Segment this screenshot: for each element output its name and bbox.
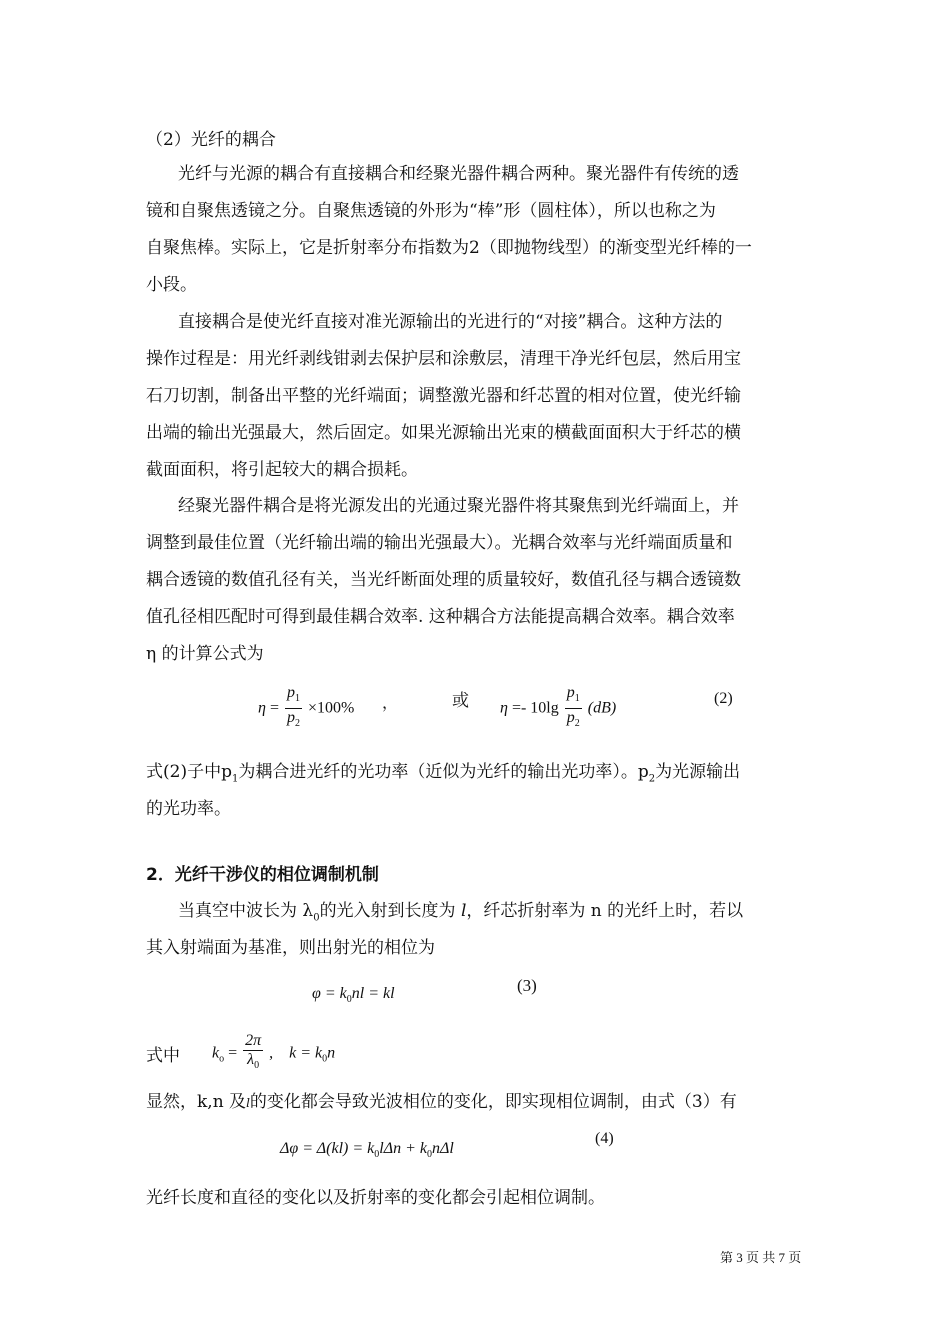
section-heading-phase-modulation: 2．光纤干涉仪的相位调制机制 [146, 865, 379, 885]
eq-comma: ， [382, 695, 399, 712]
paragraph-line: 值孔径相匹配时可得到最佳耦合效率. 这种耦合方法能提高耦合效率。耦合效率 [146, 607, 735, 627]
eq4-a: Δφ = Δ(kl) = k [280, 1140, 375, 1157]
eq-den: p [286, 709, 295, 727]
two-pi-fraction [243, 1032, 263, 1075]
k0: k [212, 1044, 220, 1062]
var-l: l [460, 901, 467, 921]
eq-tail-2: (dB) [587, 699, 617, 717]
lambda-sub: 0 [254, 1060, 260, 1072]
where-label: 式中 [146, 1046, 180, 1066]
paragraph-line: 经聚光器件耦合是将光源发出的光通过聚光器件将其聚焦到光纤端面上，并 [178, 496, 739, 516]
equation-phase-change [280, 1140, 454, 1160]
separator: , [269, 1044, 274, 1062]
equation-coupling-efficiency-db [500, 684, 616, 733]
k-n: n [327, 1044, 336, 1062]
page-number-footer: 第 3 页 共 7 页 [720, 1250, 802, 1265]
two-pi: 2π [245, 1032, 262, 1049]
lambda: λ [247, 1051, 255, 1068]
equation-number-2: (2) [714, 690, 733, 707]
paragraph-line: 小段。 [146, 275, 197, 295]
eq-equals: = [269, 699, 279, 717]
eq-num-2: p [566, 684, 575, 701]
eq-fraction-2 [565, 684, 582, 733]
eq-den-sub-2: 2 [574, 718, 580, 730]
var-p2: p [637, 762, 649, 782]
eq-eta: η [258, 699, 266, 717]
eq3-b: nl = kl [351, 985, 395, 1002]
var-p1-sub: 1 [231, 773, 239, 785]
paragraph-line: 出端的输出光强最大，然后固定。如果光源输出光束的横截面面积大于纤芯的横 [146, 423, 741, 443]
paragraph-line: 镜和自聚焦透镜之分。自聚焦透镜的外形为“棒”形（圆柱体），所以也称之为 [146, 201, 716, 221]
eq4-c: nΔl [431, 1140, 454, 1157]
var-p1: p [221, 762, 232, 782]
paragraph-line [146, 1091, 737, 1114]
paragraph-line: 光纤长度和直径的变化以及折射率的变化都会引起相位调制。 [146, 1188, 605, 1208]
paragraph-line: 操作过程是：用光纤剥线钳剥去保护层和涂敷层，清理干净光纤包层，然后用宝 [146, 349, 741, 369]
k-sub: 0 [322, 1053, 328, 1065]
paragraph-line: 其入射端面为基准，则出射光的相位为 [146, 938, 435, 958]
eq-den-2: p [566, 709, 575, 727]
equation-phase [312, 985, 395, 1005]
text: 的变化都会导致光波相位的变化，即实现相位调制，由式（3）有 [249, 1092, 737, 1112]
var-l: l [246, 1096, 250, 1110]
eq3-a: φ = k [312, 985, 347, 1002]
eq-equals: = [228, 1044, 238, 1062]
text: ，纤芯折射率为 n 的光纤上时，若以 [466, 901, 744, 921]
eq-den-sub: 2 [294, 718, 300, 730]
text: 式(2)子中 [146, 762, 222, 782]
equation-wave-number [212, 1032, 335, 1075]
eq4-b: lΔn + k [379, 1140, 427, 1157]
paragraph-line: η 的计算公式为 [146, 644, 264, 664]
paragraph-line: 调整到最佳位置（光纤输出端的输出光强最大）。光耦合效率与光纤端面质量和 [146, 533, 733, 553]
lambda-sub: 0 [313, 912, 320, 924]
paragraph-line: 直接耦合是使光纤直接对准光源输出的光进行的“对接”耦合。这种方法的 [178, 312, 723, 332]
eq-num-sub-2: 1 [574, 693, 580, 705]
paragraph-line: 石刀切割，制备出平整的光纤端面；调整激光器和纤芯置的相对位置，使光纤输 [146, 386, 741, 406]
paragraph-line: 截面面积，将引起较大的耦合损耗。 [146, 460, 418, 480]
equation-number-4: (4) [595, 1130, 614, 1147]
k-eq: k = k [289, 1044, 323, 1062]
eq4-sub2: 0 [426, 1149, 432, 1161]
eq-eta-2: η [500, 699, 508, 717]
text: 当真空中波长为 λ [178, 901, 314, 921]
eq-num-sub: 1 [294, 693, 300, 705]
paragraph-line: 的光功率。 [146, 799, 231, 819]
section-heading-coupling: （2）光纤的耦合 [146, 130, 276, 150]
paragraph-line [178, 900, 743, 929]
paragraph-line: 耦合透镜的数值孔径有关，当光纤断面处理的质量较好，数值孔径与耦合透镜数 [146, 570, 741, 590]
k0-sub: o [219, 1053, 225, 1065]
equation-coupling-efficiency [258, 684, 354, 733]
text: 显然，k,n 及 [146, 1092, 247, 1112]
eq-or: 或 [452, 691, 469, 711]
eq-num: p [286, 684, 295, 701]
eq-fraction [285, 684, 302, 733]
eq4-sub1: 0 [374, 1149, 380, 1161]
eq3-sub: 0 [346, 994, 352, 1006]
eq-rhs2: =- 10lg [511, 699, 559, 717]
equation-number-3: (3) [517, 976, 537, 995]
text: 的光入射到长度为 [319, 901, 461, 921]
eq-tail: ×100% [307, 699, 355, 717]
text: 为光源输出 [655, 762, 741, 782]
paragraph-line: 自聚焦棒。实际上，它是折射率分布指数为2（即抛物线型）的渐变型光纤棒的一 [146, 238, 752, 258]
var-p2-sub: 2 [648, 773, 656, 785]
paragraph-line [146, 761, 740, 790]
paragraph-line: 光纤与光源的耦合有直接耦合和经聚光器件耦合两种。聚光器件有传统的透 [178, 164, 739, 184]
text: 为耦合进光纤的光功率（近似为光纤的输出光功率）。 [238, 762, 638, 782]
